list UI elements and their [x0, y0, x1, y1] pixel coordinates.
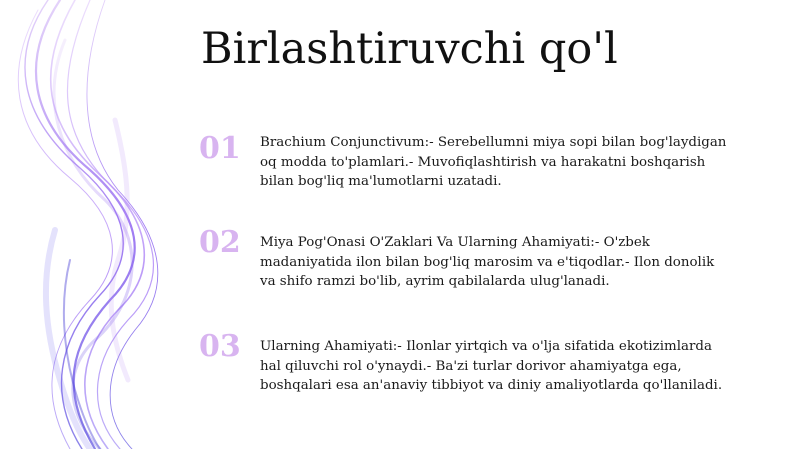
item-text-02: Miya Pog'Onasi O'Zaklari Va Ularning Ahamiyati:- O'zbek madaniyatida ilon bilan bog'liq marosim va e'tiqodlar.- Ilon donolik va shifo ramzi bo'lib, ayrim qabilalarda ulug'lanadi.	[260, 235, 715, 289]
slide-title: Birlashtiruvchi qo'l	[201, 24, 618, 74]
item-number-03: 03	[199, 329, 241, 364]
item-text-01: Brachium Conjunctivum:- Serebellumni miya sopi bilan bog'laydigan oq modda to'plamlari.- Muvofiqlashtirish va harakatni boshqarish bilan bog'liq ma'lumotlarni uzatadi.	[260, 135, 727, 189]
item-text-03: Ularning Ahamiyati:- Ilonlar yirtqich va o'lja sifatida ekotizimlarda hal qiluvchi rol o'ynaydi.- Ba'zi turlar dorivor ahamiyatga ega, boshqalari esa an'anaviy tibbiyot va diniy amaliyotlarda qo'llaniladi.	[260, 339, 723, 393]
purple-smoke-decoration	[0, 0, 220, 449]
item-number-02: 02	[199, 225, 241, 260]
item-number-01: 01	[199, 131, 241, 166]
